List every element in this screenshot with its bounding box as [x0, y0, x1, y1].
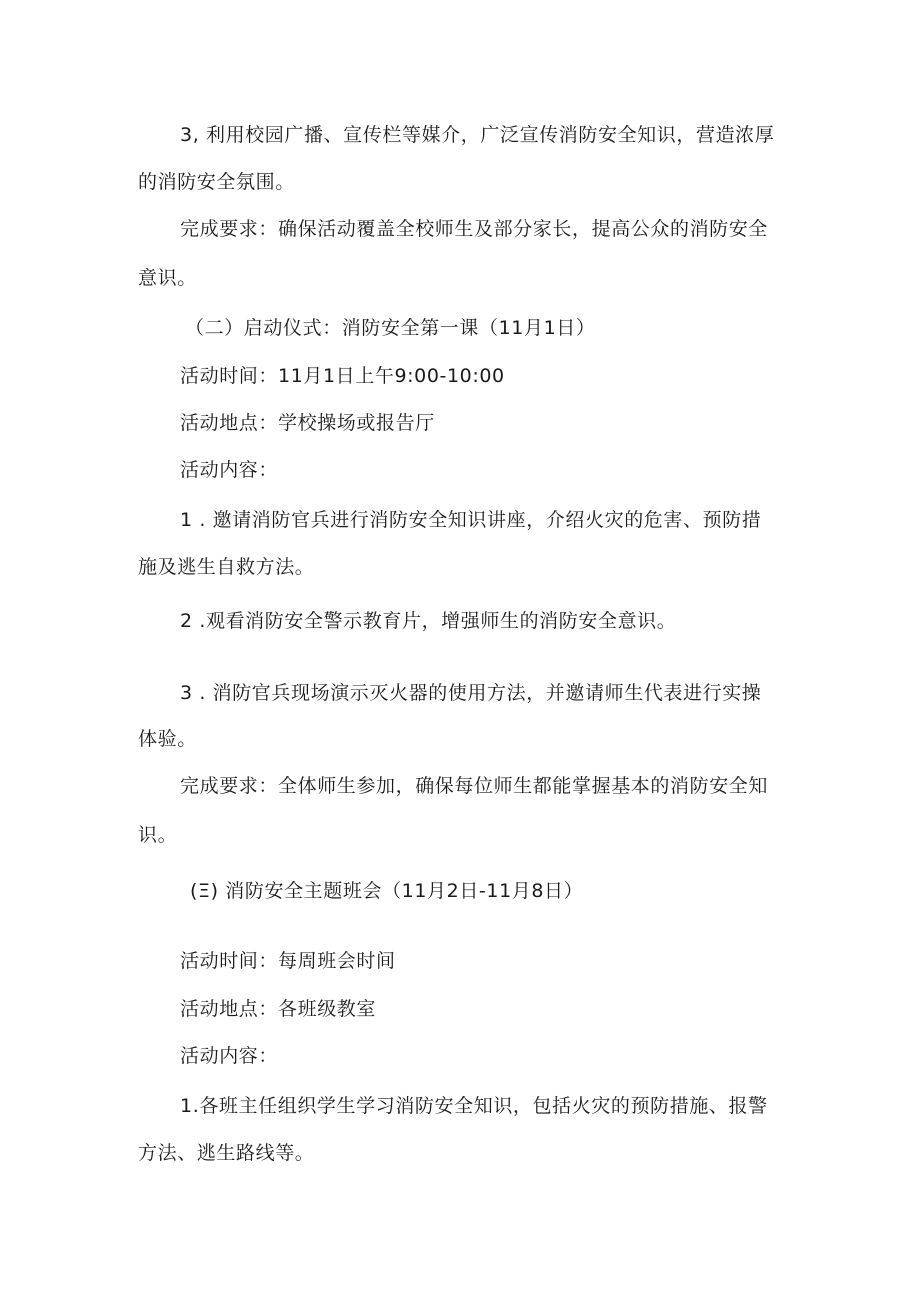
paragraph-line: 识。 [138, 824, 178, 846]
section-heading: （二）启动仪式：消防安全第一课（11月1日） [185, 317, 596, 339]
paragraph-line: 活动内容： [180, 459, 279, 481]
list-item-line: 施及逃生自救方法。 [138, 556, 315, 578]
paragraph-line: 完成要求：全体师生参加，确保每位师生都能掌握基本的消防安全知 [180, 775, 769, 797]
paragraph-line: 活动地点：学校操场或报告厅 [180, 412, 435, 434]
section-heading: (Ξ) 消防安全主题班会（11月2日-11月8日） [190, 880, 584, 902]
list-item-line: 2 .观看消防安全警示教育片，增强师生的消防安全意识。 [180, 610, 677, 632]
list-item-line: 1 . 邀请消防官兵进行消防安全知识讲座，介绍火灾的危害、预防措 [180, 509, 762, 531]
list-item-line: 体验。 [138, 728, 197, 750]
paragraph-line: 完成要求：确保活动覆盖全校师生及部分家长，提高公众的消防安全 [180, 218, 769, 240]
list-item-line: 方法、逃生路线等。 [138, 1142, 315, 1164]
paragraph-line: 3, 利用校园广播、宣传栏等媒介，广泛宣传消防安全知识，营造浓厚 [180, 124, 775, 146]
paragraph-line: 活动地点：各班级教室 [180, 998, 377, 1020]
paragraph-line: 活动内容： [180, 1045, 279, 1067]
paragraph-line: 活动时间：每周班会时间 [180, 950, 396, 972]
paragraph-line: 意识。 [138, 267, 197, 289]
list-item-line: 1.各班主任组织学生学习消防安全知识，包括火灾的预防措施、报警 [180, 1095, 768, 1117]
list-item-line: 3 . 消防官兵现场演示灭火器的使用方法，并邀请师生代表进行实操 [180, 682, 762, 704]
paragraph-line: 活动时间：11月1日上午9:00-10:00 [180, 365, 505, 387]
paragraph-line: 的消防安全氛围。 [138, 171, 295, 193]
